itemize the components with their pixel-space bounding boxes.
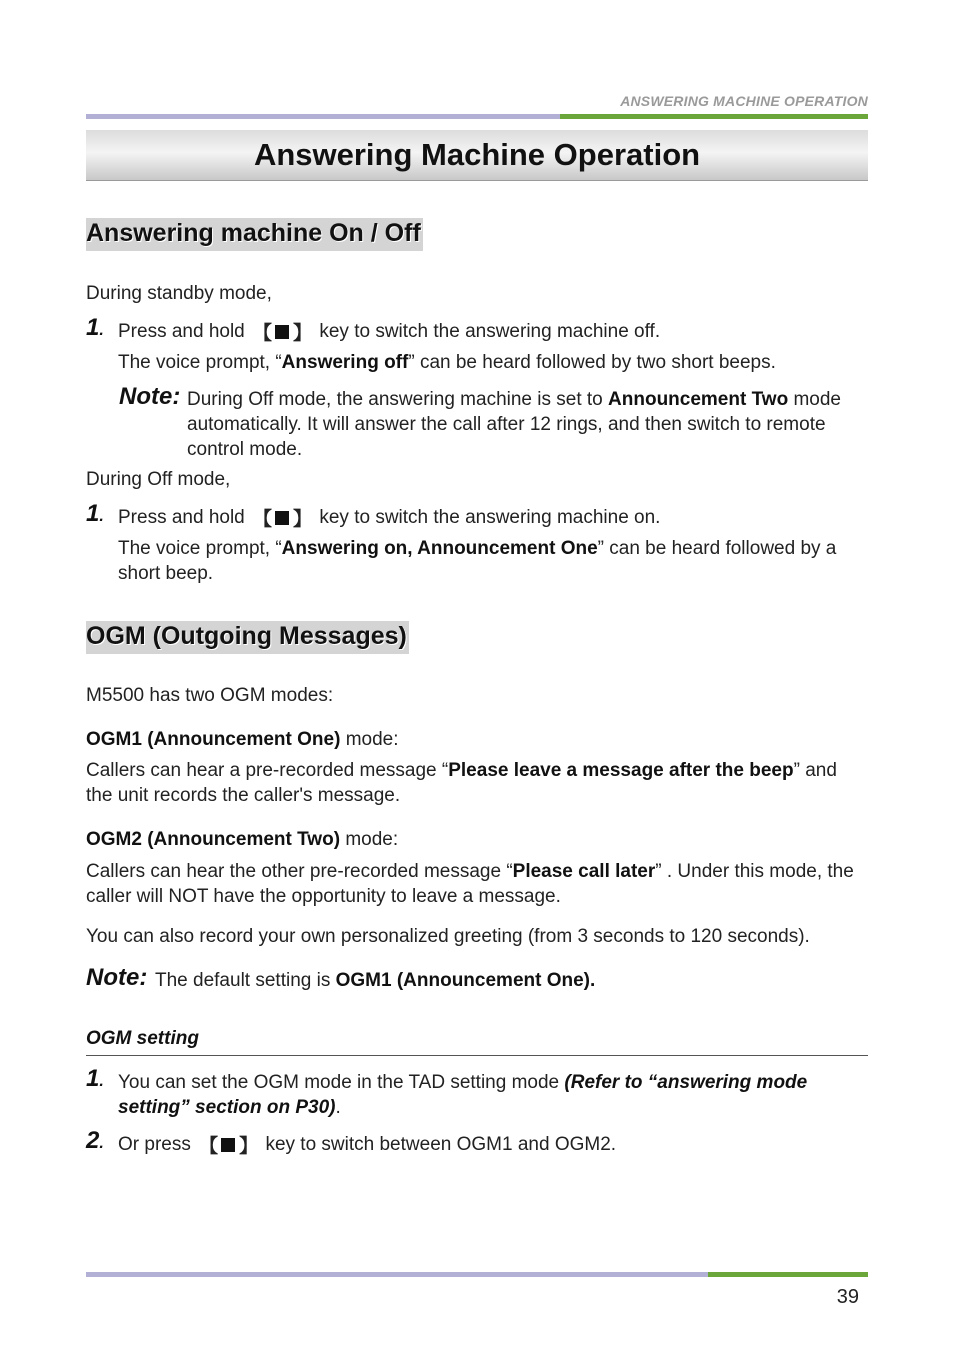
step-number: 1. — [86, 500, 104, 527]
ogm-intro: M5500 has two OGM modes: — [86, 685, 334, 706]
note-label: Note: — [86, 964, 148, 991]
step-number: 1. — [86, 314, 104, 341]
ogm2-description: Callers can hear the other pre-recorded message “Please call later” . Under this mode, the caller will NOT have the opportunity to leave a message. — [86, 861, 854, 907]
ogm-setting-step2: Or press 【 】 key to switch between OGM1 and OGM2. — [118, 1134, 617, 1157]
chapter-title: Answering Machine Operation — [253, 137, 701, 172]
note-off-mode: During Off mode, the answering machine is set to Announcement Two mode automatically. It will answer the call after 12 rings, and then switch to remote control mode. — [187, 389, 841, 460]
ogm-setting-step1: You can set the OGM mode in the TAD setting mode (Refer to “answering mode setting” section on P30). — [118, 1072, 808, 1118]
voice-prompt-on: The voice prompt, “Answering on, Announcement One” can be heard followed by a short beep. — [118, 538, 837, 584]
square-key-icon: 【 】 — [199, 1136, 258, 1157]
ogm1-label: OGM1 (Announcement One) mode: — [86, 729, 399, 750]
off-intro: During Off mode, — [86, 469, 231, 490]
standby-intro: During standby mode, — [86, 283, 272, 304]
top-rule — [86, 114, 868, 119]
step-number: 1. — [86, 1065, 104, 1092]
personal-greeting-text: You can also record your own personalized greeting (from 3 seconds to 120 seconds). — [86, 926, 810, 947]
section-heading-ogm: OGM (Outgoing Messages) — [86, 621, 409, 654]
chapter-title-band — [86, 130, 868, 181]
step-off-text: Press and hold 【 】 key to switch the answering machine off. — [118, 321, 661, 344]
note-default-setting: The default setting is OGM1 (Announcement One). — [155, 970, 596, 991]
voice-prompt-off: The voice prompt, “Answering off” can be heard followed by two short beeps. — [118, 352, 776, 373]
ogm1-description: Callers can hear a pre-recorded message “Please leave a message after the beep” and the unit records the caller's message. — [86, 760, 837, 806]
ogm2-label: OGM2 (Announcement Two) mode: — [86, 829, 399, 850]
square-key-icon: 【 】 — [253, 323, 312, 344]
note-label: Note: — [119, 383, 181, 410]
page-number: 39 — [836, 1286, 859, 1308]
running-header: ANSWERING MACHINE OPERATION — [620, 93, 868, 109]
step-number: 2. — [86, 1127, 104, 1154]
step-on-text: Press and hold 【 】 key to switch the answering machine on. — [118, 507, 661, 530]
bottom-rule — [86, 1272, 868, 1277]
ogm-setting-heading: OGM setting — [86, 1028, 868, 1056]
section-heading-on-off: Answering machine On / Off — [86, 218, 423, 251]
square-key-icon: 【 】 — [253, 509, 312, 530]
